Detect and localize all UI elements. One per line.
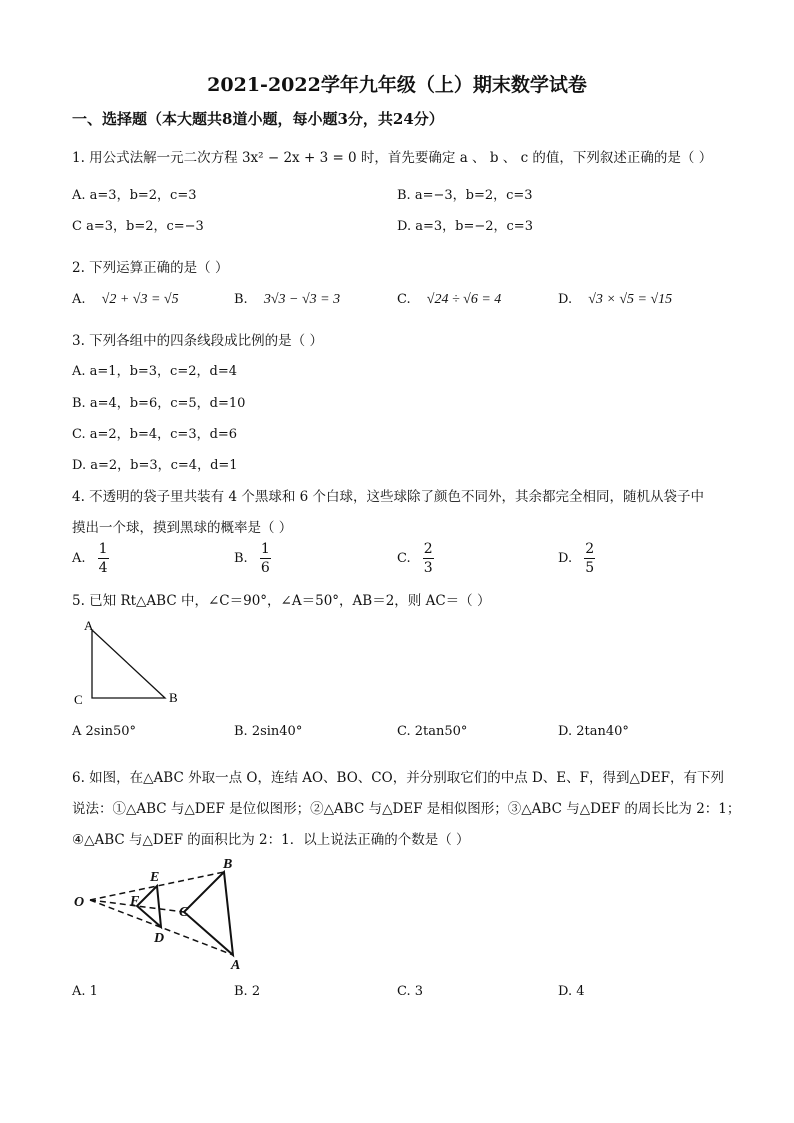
q4-option-c-fraction xyxy=(423,541,434,576)
q3-option-a: A. a=1，b=3，c=2，d=4 xyxy=(72,364,237,379)
q2-option-c xyxy=(397,292,501,308)
q1-option-b: B. a=−3，b=2，c=3 xyxy=(397,188,533,203)
q6-option-b: B. 2 xyxy=(234,984,261,999)
q2-option-c-label: C. xyxy=(397,292,411,307)
q2-option-a-expr: √2 + √3 = √5 xyxy=(101,292,179,307)
q2-option-a xyxy=(72,292,179,308)
q5-option-b: B. 2sin40° xyxy=(234,724,303,739)
q2-option-b-label: B. xyxy=(234,292,248,307)
q6-stem-line2: 说法：①△ABC 与△DEF 是位似图形；②△ABC 与△DEF 是相似图形；③△ABC 与△DEF 的周长比为 2：1； xyxy=(72,801,741,817)
q4-option-b xyxy=(234,541,271,576)
section-heading: 一、选择题（本大题共8道小题，每小题3分，共24分） xyxy=(72,110,444,128)
fraction-denominator: 5 xyxy=(585,560,595,576)
q2-option-b xyxy=(234,292,340,308)
q4-option-a-fraction xyxy=(98,541,109,576)
q2-option-d-label: D. xyxy=(558,292,573,307)
q4-option-c xyxy=(397,541,434,576)
q2-option-d-expr: √3 × √5 = √15 xyxy=(588,292,673,307)
page-title: 2021-2022学年九年级（上）期末数学试卷 xyxy=(207,74,587,96)
fraction-numerator: 1 xyxy=(98,541,108,557)
q5-option-d: D. 2tan40° xyxy=(558,724,629,739)
q6-stem-line1: 6. 如图，在△ABC 外取一点 O，连结 AO、BO、CO，并分别取它们的中点 D、E、F，得到△DEF，有下列 xyxy=(72,770,724,786)
triangle-abc xyxy=(92,630,165,698)
figure-label-a: A xyxy=(231,958,241,973)
q3-option-d: D. a=2，b=3，c=4，d=1 xyxy=(72,458,238,473)
q6-homothety-figure xyxy=(66,850,256,975)
q4-option-b-label: B. xyxy=(234,551,248,566)
q5-right-triangle-figure xyxy=(70,612,190,712)
q1-option-c: C a=3，b=2，c=−3 xyxy=(72,219,204,234)
q4-option-c-label: C. xyxy=(397,551,411,566)
q1-stem: 1. 用公式法解一元二次方程 3x² − 2x + 3 = 0 时，首先要确定 a 、 b 、 c 的值，下列叙述正确的是（ ） xyxy=(72,150,713,166)
q4-option-b-fraction xyxy=(260,541,271,576)
q5-option-c: C. 2tan50° xyxy=(397,724,468,739)
figure-label-b: B xyxy=(223,857,233,872)
q2-option-a-label: A. xyxy=(72,292,86,307)
fraction-denominator: 4 xyxy=(98,560,108,576)
q4-stem-line2: 摸出一个球，摸到黑球的概率是（ ） xyxy=(72,520,293,536)
q6-option-d: D. 4 xyxy=(558,984,585,999)
fraction-denominator: 6 xyxy=(260,560,270,576)
q5-option-a: A 2sin50° xyxy=(72,724,137,739)
q6-option-c: C. 3 xyxy=(397,984,424,999)
q4-option-d xyxy=(558,541,595,576)
figure-label-d: D xyxy=(154,931,165,946)
q4-option-d-label: D. xyxy=(558,551,573,566)
q6-stem-line3: ④△ABC 与△DEF 的面积比为 2：1．以上说法正确的个数是（ ） xyxy=(72,832,470,848)
triangle-abc xyxy=(184,872,233,955)
figure-label-c: C xyxy=(179,905,189,920)
figure-label-b: B xyxy=(169,690,178,705)
figure-label-c: C xyxy=(74,692,83,707)
q2-option-d xyxy=(558,292,672,308)
q1-option-a: A. a=3，b=2，c=3 xyxy=(72,188,197,203)
figure-label-f: F xyxy=(130,894,140,909)
fraction-numerator: 2 xyxy=(585,541,595,557)
q4-option-a xyxy=(72,541,109,576)
q3-option-c: C. a=2，b=4，c=3，d=6 xyxy=(72,427,238,442)
figure-label-o: O xyxy=(74,895,85,910)
figure-label-e: E xyxy=(150,870,160,885)
q6-option-a: A. 1 xyxy=(72,984,98,999)
q4-option-a-label: A. xyxy=(72,551,86,566)
q2-stem: 2. 下列运算正确的是（ ） xyxy=(72,260,229,276)
q4-stem-line1: 4. 不透明的袋子里共装有 4 个黑球和 6 个白球，这些球除了颜色不同外，其余都完全相同，随机从袋子中 xyxy=(72,489,705,505)
fraction-denominator: 3 xyxy=(423,560,433,576)
q3-option-b: B. a=4，b=6，c=5，d=10 xyxy=(72,396,246,411)
fraction-numerator: 2 xyxy=(423,541,433,557)
q3-stem: 3. 下列各组中的四条线段成比例的是（ ） xyxy=(72,333,323,349)
q5-stem: 5. 已知 Rt△ABC 中，∠C＝90°，∠A＝50°，AB＝2，则 AC＝（ ） xyxy=(72,593,491,609)
figure-label-a: A xyxy=(84,618,94,633)
q1-option-d: D. a=3，b=−2，c=3 xyxy=(397,219,533,234)
q2-option-c-expr: √24 ÷ √6 = 4 xyxy=(426,292,502,307)
q4-option-d-fraction xyxy=(584,541,595,576)
fraction-numerator: 1 xyxy=(260,541,270,557)
q2-option-b-expr: 3√3 − √3 = 3 xyxy=(263,292,341,307)
